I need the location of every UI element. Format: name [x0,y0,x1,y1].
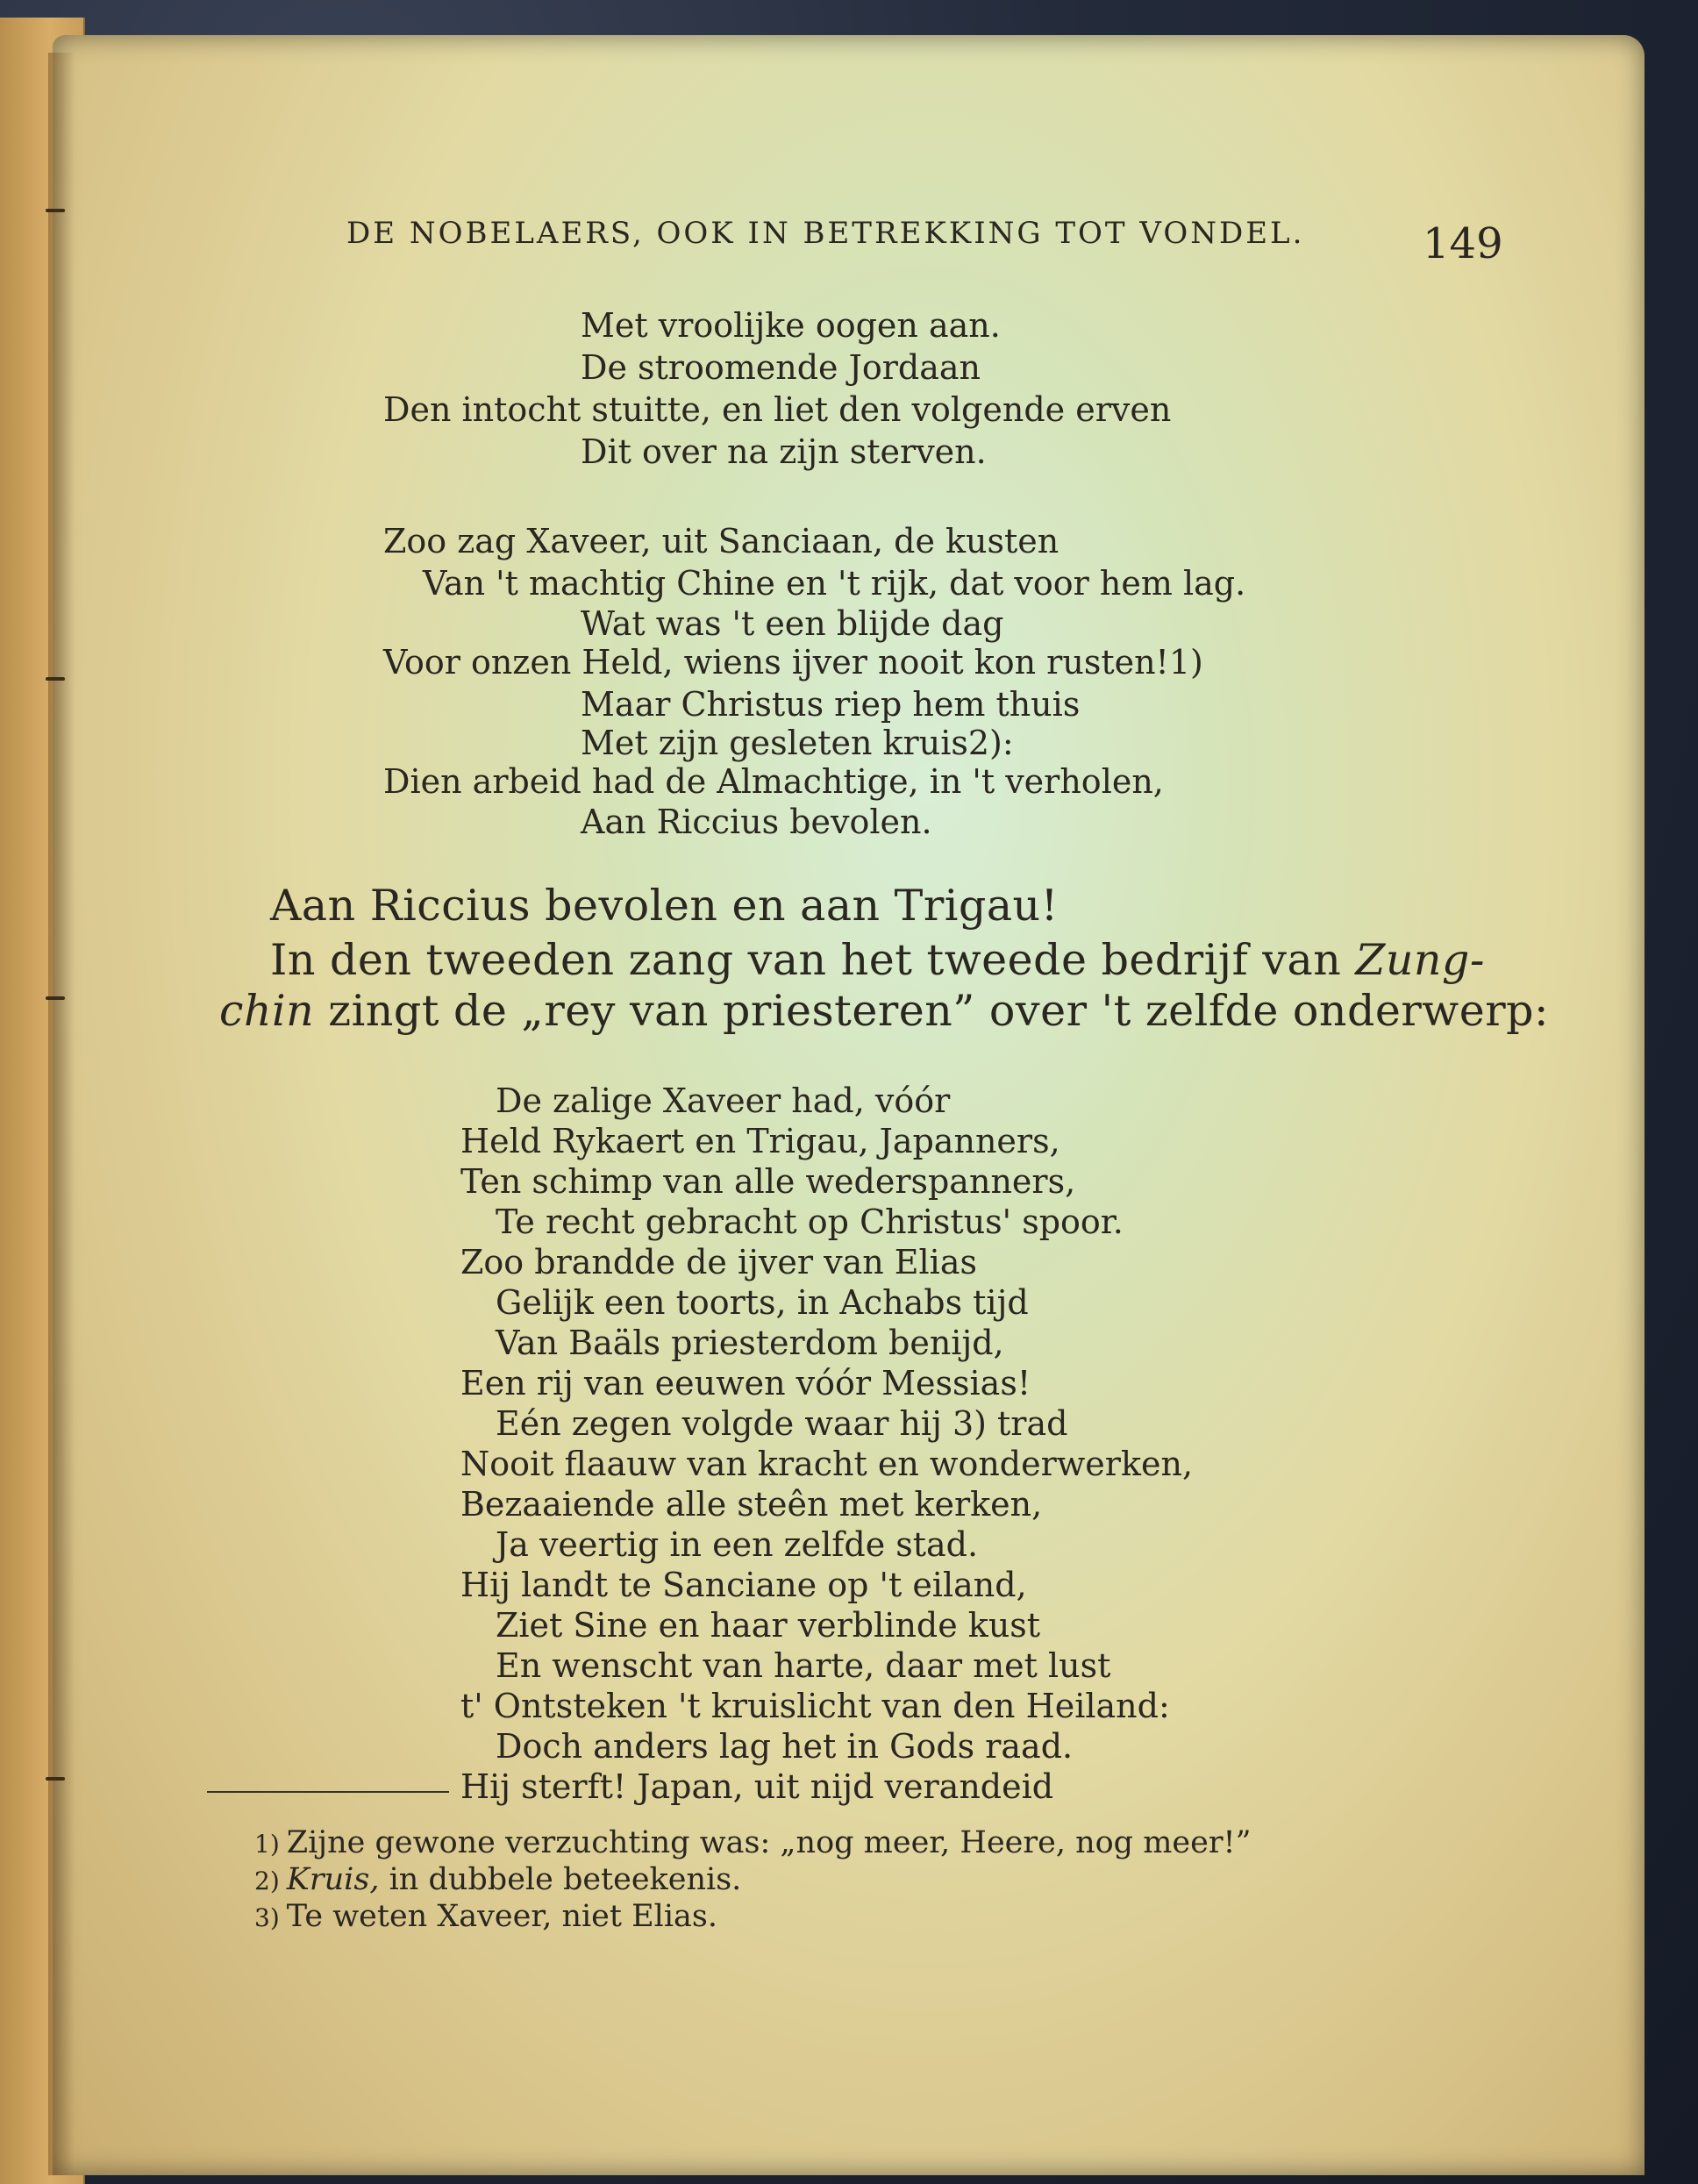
verse-line: Bezaaiende alle steên met kerken, [460,1485,1043,1524]
verse-line: De zalige Xaveer had, vóór [496,1081,951,1120]
verse-line: Ja veertig in een zelfde stad. [496,1525,979,1564]
page-number: 149 [1423,219,1503,268]
footnote: 1) Zijne gewone verzuchting was: „nog meer, Heere, nog meer!” [254,1825,1252,1860]
verse-line: Held Rykaert en Trigau, Japanners, [460,1122,1060,1160]
verse-line: Ten schimp van alle wederspanners, [460,1162,1076,1201]
verse-line: Een rij van eeuwen vóór Messias! [460,1364,1031,1402]
verse-line: Zoo brandde de ijver van Elias [460,1243,977,1281]
verse-line: Te recht gebracht op Christus' spoor. [496,1203,1124,1241]
footnote: 2) Kruis, in dubbele beteekenis. [254,1862,742,1897]
verse-line: Eén zegen volgde waar hij 3) trad [496,1404,1068,1443]
verse-line: Met zijn gesleten kruis2): [581,724,1014,762]
verse-line: Wat was 't een blijde dag [581,604,1004,643]
page-spine-shadow [48,53,75,2175]
verse-line: Aan Riccius bevolen. [581,803,932,841]
verse-line: Ziet Sine en haar verblinde kust [496,1606,1041,1645]
verse-line: De stroomende Jordaan [581,348,981,387]
verse-line: Hij landt te Sanciane op 't eiland, [460,1566,1027,1604]
verse-line: Met vroolijke oogen aan. [581,306,1001,345]
binding-stitch [46,677,65,681]
footnote: 3) Te weten Xaveer, niet Elias. [254,1899,717,1934]
verse-line: Zoo zag Xaveer, uit Sanciaan, de kusten [383,522,1059,560]
running-header: DE NOBELAERS, OOK IN BETREKKING TOT VONDEL. [346,216,1305,251]
binding-stitch [46,996,65,1000]
footnote-divider [207,1791,449,1793]
verse-line: Hij sterft! Japan, uit nijd verandeid [460,1767,1054,1806]
verse-line: t' Ontsteken 't kruislicht van den Heiland: [460,1687,1170,1725]
verse-line: Den intocht stuitte, en liet den volgende erven [383,390,1172,429]
italic-title: chin [219,986,315,1036]
verse-line: Van Baäls priesterdom benijd, [496,1324,1004,1362]
binding-stitch [46,1777,65,1781]
footnote-marker: 1) [254,1830,280,1859]
footnote-ref: 1) [1168,643,1203,682]
verse-line: En wenscht van harte, daar met lust [496,1646,1111,1685]
verse-line: Voor onzen Held, wiens ijver nooit kon rusten!1) [383,643,1203,682]
footnote-marker: 3) [254,1903,280,1932]
verse-line: Gelijk een toorts, in Achabs tijd [496,1283,1029,1322]
verse-line: Dit over na zijn sterven. [581,432,987,471]
verse-line: Van 't machtig Chine en 't rijk, dat voor hem lag. [423,564,1246,603]
prose-line: chin zingt de „rey van priesteren” over 't zelfde onderwerp: [219,986,1549,1036]
verse-line: Dien arbeid had de Almachtige, in 't verholen, [383,762,1164,801]
verse-line: Nooit flaauw van kracht en wonderwerken, [460,1445,1194,1483]
footnote-ref: 2): [967,724,1014,762]
prose-line: Aan Riccius bevolen en aan Trigau! [270,881,1059,931]
footnote-marker: 2) [254,1866,280,1895]
verse-line: Maar Christus riep hem thuis [581,685,1081,724]
prose-line: In den tweeden zang van het tweede bedrijf van Zung- [270,935,1485,985]
verse-line: Doch anders lag het in Gods raad. [496,1727,1074,1766]
binding-stitch [46,209,65,212]
italic-title: Zung- [1355,935,1485,985]
